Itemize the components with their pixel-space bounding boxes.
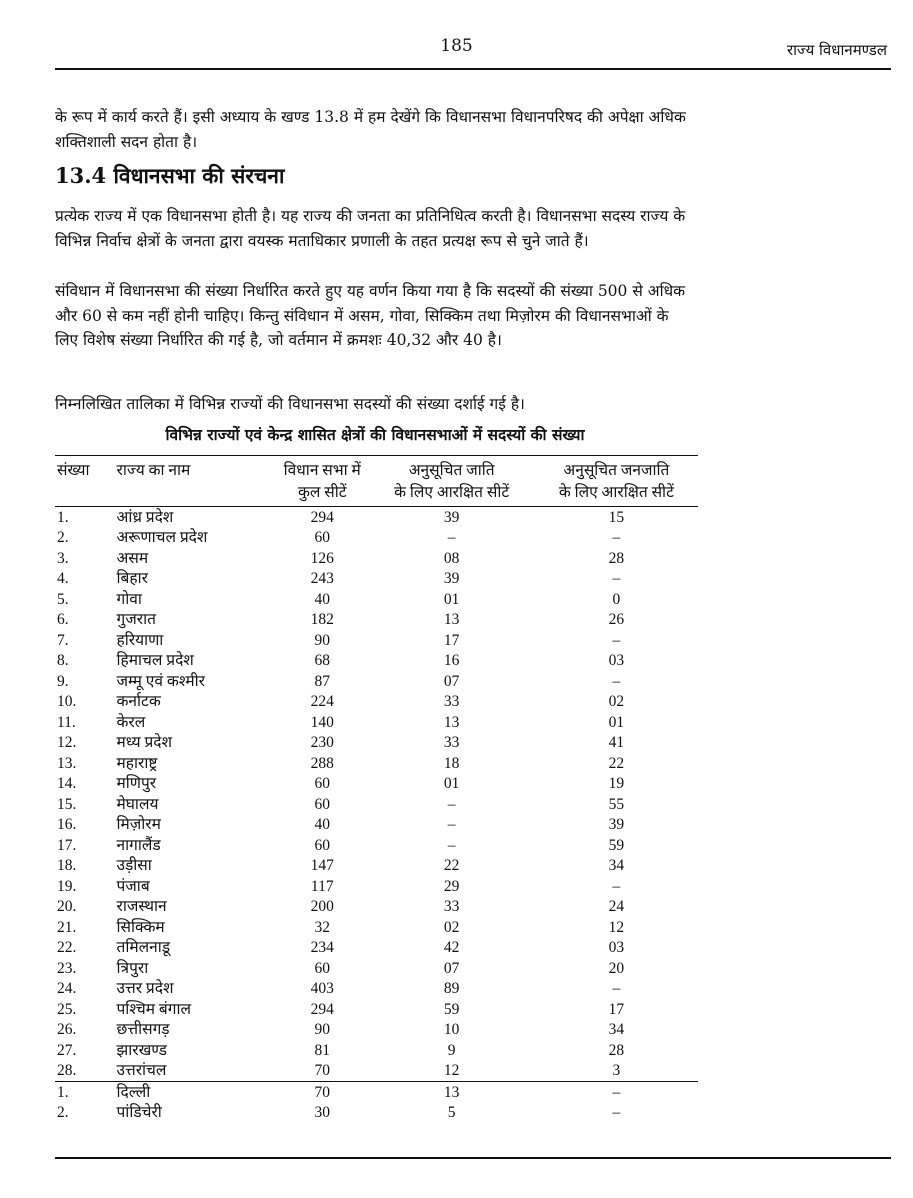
row-total-seats: 60: [314, 775, 330, 793]
state-row: [55, 692, 698, 713]
row-serial: 6.: [57, 611, 69, 629]
state-row: [55, 917, 698, 938]
row-serial: 2.: [57, 1104, 69, 1122]
state-row: [55, 589, 698, 610]
row-total-seats: 90: [314, 631, 330, 649]
row-sc-seats: 22: [443, 857, 460, 875]
running-title: राज्य विधानमण्डल: [786, 41, 887, 59]
row-st-seats: 41: [608, 734, 625, 752]
row-total-seats: 243: [310, 570, 334, 588]
row-total-seats: 126: [310, 549, 334, 567]
row-serial: 13.: [57, 754, 77, 772]
row-serial: 15.: [57, 795, 77, 813]
row-sc-seats: 07: [443, 672, 460, 690]
row-sc-seats: –: [447, 795, 456, 813]
row-total-seats: 60: [314, 795, 330, 813]
paragraph-table-intro: निम्नलिखित तालिका में विभिन्न राज्यों की विधानसभा सदस्यों की संख्या दर्शाई गई है।: [55, 395, 525, 413]
row-serial: 25.: [57, 1000, 77, 1018]
row-st-seats: 34: [608, 857, 625, 875]
row-sc-seats: 02: [443, 918, 460, 936]
union-territory-row: [55, 1103, 698, 1124]
union-territory-row: [55, 1082, 698, 1103]
row-sc-seats: 17: [443, 631, 460, 649]
row-st-seats: –: [612, 980, 621, 998]
state-row: [55, 999, 698, 1020]
row-sc-seats: –: [447, 836, 456, 854]
row-total-seats: 140: [310, 713, 334, 731]
row-serial: 14.: [57, 775, 77, 793]
row-name: मिज़ोरम: [116, 816, 161, 834]
row-total-seats: 87: [314, 672, 330, 690]
row-serial: 17.: [57, 836, 77, 854]
row-total-seats: 224: [310, 693, 334, 711]
header-st-line-2: के लिए आरक्षित सीटें: [558, 484, 674, 501]
row-sc-seats: 9: [447, 1041, 456, 1059]
row-total-seats: 117: [310, 877, 334, 895]
table-header-row: [55, 456, 698, 507]
row-sc-seats: 29: [443, 877, 460, 895]
row-name: गुजरात: [116, 611, 156, 629]
row-sc-seats: 01: [443, 775, 460, 793]
row-name: दिल्ली: [116, 1083, 151, 1101]
row-st-seats: –: [612, 1083, 621, 1101]
row-st-seats: 26: [608, 611, 625, 629]
row-serial: 21.: [57, 918, 77, 936]
row-st-seats: 12: [608, 918, 625, 936]
page-number: 185: [440, 36, 473, 56]
row-serial: 8.: [57, 652, 69, 670]
header-serial: संख्या: [55, 456, 111, 507]
state-row: [55, 774, 698, 795]
row-total-seats: 234: [310, 939, 334, 957]
row-sc-seats: 13: [443, 713, 460, 731]
row-serial: 16.: [57, 816, 77, 834]
state-row: [55, 569, 698, 590]
row-st-seats: 17: [608, 1000, 625, 1018]
row-sc-seats: 59: [443, 1000, 460, 1018]
row-serial: 24.: [57, 980, 77, 998]
row-st-seats: 03: [608, 939, 625, 957]
row-name: झारखण्ड: [116, 1041, 167, 1059]
header-total-line-1: विधान सभा में: [283, 462, 361, 479]
row-st-seats: –: [612, 1104, 621, 1122]
state-row: [55, 651, 698, 672]
assembly-seats-table: [55, 455, 698, 1123]
state-row: [55, 548, 698, 569]
row-sc-seats: 12: [369, 1061, 535, 1082]
row-total-seats: 60: [314, 529, 330, 547]
row-sc-seats: 33: [443, 734, 460, 752]
header-st-seats: [535, 456, 698, 507]
header-rule: [55, 68, 891, 70]
row-serial: 9.: [57, 672, 69, 690]
row-serial: 23.: [57, 959, 77, 977]
row-total-seats: 200: [310, 898, 334, 916]
row-st-seats: –: [612, 570, 621, 588]
header-total-seats: [276, 456, 369, 507]
row-serial: 4.: [57, 570, 69, 588]
row-serial: 3.: [57, 549, 69, 567]
row-name: नागालैंड: [116, 836, 161, 854]
row-total-seats: 90: [314, 1021, 330, 1039]
state-row: [55, 1020, 698, 1041]
section-heading: 13.4 विधानसभा की संरचना: [55, 163, 285, 188]
state-row: [55, 1040, 698, 1061]
intro-paragraph: के रूप में कार्य करते हैं। इसी अध्याय के खण्ड 13.8 में हम देखेंगे कि विधानसभा विधानपरिषद की अपेक्षा अधिक शक्तिशाली सदन होता है।: [55, 108, 686, 151]
row-st-seats: 34: [608, 1021, 625, 1039]
row-st-seats: 01: [608, 713, 625, 731]
header-sc-seats: [369, 456, 535, 507]
paragraph-member-limits: संविधान में विधानसभा की संख्या निर्धारित करते हुए यह वर्णन किया गया है कि सदस्यों की संख्या 500 से अधिक और 60 से कम नहीं होनी चाहिए। किन्तु संविधान में असम, गोवा, सिक्किम तथा मिज़ोरम की विधानसभाओं के लिए विशेष संख्या निर्धारित की गई है, जो वर्तमान में क्रमशः 40,32 और 40 है।: [55, 282, 686, 349]
row-st-seats: 39: [608, 816, 625, 834]
row-total-seats: 294: [310, 508, 334, 526]
row-st-seats: 24: [608, 898, 625, 916]
state-row: [55, 630, 698, 651]
header-sc-line-2: के लिए आरक्षित सीटें: [394, 484, 510, 501]
header-st-line-1: अनुसूचित जनजाति: [563, 462, 670, 479]
row-total-seats: 70: [314, 1083, 330, 1101]
row-sc-seats: 89: [443, 980, 460, 998]
header-state-name: राज्य का नाम: [111, 456, 276, 507]
state-row: [55, 835, 698, 856]
state-row: [55, 815, 698, 836]
row-sc-seats: 01: [443, 590, 460, 608]
row-name: मणिपुर: [116, 775, 157, 793]
state-row: [55, 507, 698, 528]
row-total-seats: 230: [310, 734, 334, 752]
bottom-rule: [55, 1157, 891, 1159]
row-total-seats: 147: [310, 857, 334, 875]
state-row: [55, 733, 698, 754]
row-name: छत्तीसगड़: [116, 1021, 170, 1039]
row-serial: 27.: [57, 1041, 77, 1059]
row-name: हरियाणा: [116, 631, 164, 649]
row-serial: 28.: [55, 1061, 111, 1082]
row-name: महाराष्ट्र: [116, 754, 158, 772]
row-serial: 12.: [57, 734, 77, 752]
paragraph-composition: प्रत्येक राज्य में एक विधानसभा होती है। यह राज्य की जनता का प्रतिनिधित्व करती है। विधानसभा सदस्य राज्य के विभिन्न निर्वाच क्षेत्रों के जनता द्वारा वयस्क मताधिकार प्रणाली के तहत प्रत्यक्ष रूप से चुने जाते हैं।: [55, 207, 686, 250]
row-name: पश्चिम बंगाल: [116, 1000, 191, 1018]
row-total-seats: 81: [314, 1041, 330, 1059]
row-total-seats: 30: [314, 1104, 330, 1122]
row-st-seats: 20: [608, 959, 625, 977]
row-st-seats: 15: [608, 508, 625, 526]
row-name: गोवा: [116, 590, 142, 608]
row-st-seats: –: [612, 529, 621, 547]
state-row: [55, 671, 698, 692]
row-total-seats: 40: [314, 590, 330, 608]
row-sc-seats: 33: [443, 693, 460, 711]
row-total-seats: 68: [314, 652, 330, 670]
row-st-seats: 3: [535, 1061, 698, 1082]
row-serial: 5.: [57, 590, 69, 608]
state-row: [55, 979, 698, 1000]
row-name: मेघालय: [116, 795, 159, 813]
row-serial: 19.: [57, 877, 77, 895]
header-total-line-2: कुल सीटें: [297, 484, 347, 501]
row-name: कर्नाटक: [116, 693, 161, 711]
row-name: त्रिपुरा: [116, 959, 149, 977]
row-st-seats: 28: [608, 1041, 625, 1059]
row-sc-seats: –: [447, 816, 456, 834]
row-total-seats: 294: [310, 1000, 334, 1018]
row-st-seats: 03: [608, 652, 625, 670]
row-name: जम्मू एवं कश्मीर: [116, 672, 205, 690]
row-serial: 1.: [57, 508, 69, 526]
row-sc-seats: 10: [443, 1021, 460, 1039]
row-name: हिमाचल प्रदेश: [116, 652, 194, 670]
row-name: केरल: [116, 713, 146, 731]
row-serial: 18.: [57, 857, 77, 875]
row-sc-seats: 33: [443, 898, 460, 916]
row-serial: 2.: [57, 529, 69, 547]
row-name: पांडिचेरी: [116, 1104, 162, 1122]
state-row: [55, 938, 698, 959]
row-name: पंजाब: [116, 877, 150, 895]
row-name: असम: [116, 549, 149, 567]
row-st-seats: 59: [608, 836, 625, 854]
row-sc-seats: 39: [443, 508, 460, 526]
row-total-seats: 70: [276, 1061, 369, 1082]
row-sc-seats: 13: [443, 1083, 460, 1101]
row-st-seats: 19: [608, 775, 625, 793]
row-sc-seats: 08: [443, 549, 460, 567]
state-row: [55, 876, 698, 897]
row-name: आंध्र प्रदेश: [116, 508, 174, 526]
row-name: राजस्थान: [116, 898, 167, 916]
state-row: [55, 794, 698, 815]
row-serial: 20.: [57, 898, 77, 916]
row-total-seats: 60: [314, 836, 330, 854]
row-sc-seats: 16: [443, 652, 460, 670]
row-total-seats: 32: [314, 918, 330, 936]
row-st-seats: –: [612, 672, 621, 690]
row-serial: 10.: [57, 693, 77, 711]
row-st-seats: –: [612, 877, 621, 895]
row-total-seats: 60: [314, 959, 330, 977]
row-sc-seats: 42: [443, 939, 460, 957]
row-sc-seats: 39: [443, 570, 460, 588]
row-sc-seats: 13: [443, 611, 460, 629]
row-serial: 22.: [57, 939, 77, 957]
state-row: [55, 528, 698, 549]
state-row: [55, 897, 698, 918]
row-serial: 1.: [57, 1083, 69, 1101]
state-row: [55, 610, 698, 631]
row-st-seats: –: [612, 631, 621, 649]
row-name: बिहार: [116, 570, 148, 588]
row-st-seats: 02: [608, 693, 625, 711]
row-name: मध्य प्रदेश: [116, 734, 173, 752]
row-name: उड़ीसा: [116, 857, 152, 875]
row-name: सिक्किम: [116, 918, 165, 936]
row-name: तमिलनाडू: [116, 939, 171, 957]
row-total-seats: 288: [310, 754, 334, 772]
state-row: [55, 1061, 698, 1082]
row-st-seats: 22: [608, 754, 625, 772]
state-row: [55, 856, 698, 877]
row-serial: 26.: [57, 1021, 77, 1039]
row-sc-seats: 18: [443, 754, 460, 772]
row-total-seats: 403: [310, 980, 334, 998]
row-sc-seats: –: [447, 529, 456, 547]
row-serial: 11.: [57, 713, 76, 731]
state-row: [55, 958, 698, 979]
row-total-seats: 40: [314, 816, 330, 834]
state-row: [55, 753, 698, 774]
row-st-seats: 0: [612, 590, 621, 608]
state-row: [55, 712, 698, 733]
row-total-seats: 182: [310, 611, 334, 629]
table-caption: विभिन्न राज्यों एवं केन्द्र शासित क्षेत्रों की विधानसभाओं में सदस्यों की संख्या: [165, 425, 585, 444]
row-st-seats: 55: [608, 795, 625, 813]
row-name: अरूणाचल प्रदेश: [116, 529, 208, 547]
row-name: उत्तर प्रदेश: [116, 980, 174, 998]
row-sc-seats: 07: [443, 959, 460, 977]
row-st-seats: 28: [608, 549, 625, 567]
row-serial: 7.: [57, 631, 69, 649]
row-name: उत्तरांचल: [111, 1061, 276, 1082]
header-sc-line-1: अनुसूचित जाति: [408, 462, 495, 479]
row-sc-seats: 5: [447, 1104, 456, 1122]
